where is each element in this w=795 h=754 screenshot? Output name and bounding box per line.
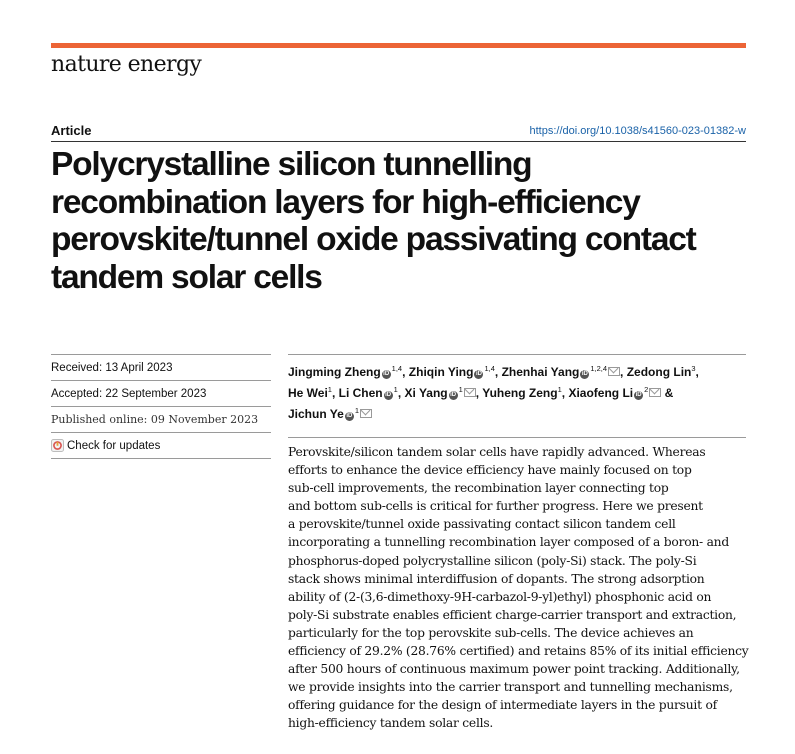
authors-divider [288, 354, 746, 355]
article-metadata [51, 354, 271, 459]
doi-link[interactable]: https://doi.org/10.1038/s41560-023-01382-w [529, 125, 746, 137]
abstract-line: efforts to enhance the device efficiency have mainly focused on top [288, 463, 692, 478]
author-name[interactable]: Yuheng Zeng [482, 386, 558, 400]
email-icon[interactable] [649, 388, 661, 397]
author-affiliation: 1,4 [391, 364, 403, 373]
title-line: Polycrystalline silicon tunnelling [51, 146, 532, 183]
abstract-line: Perovskite/silicon tandem solar cells have rapidly advanced. Whereas [288, 445, 706, 459]
author-name[interactable]: He Wei [288, 386, 328, 400]
orcid-icon[interactable]: iD [581, 371, 588, 377]
check-updates-label: Check for updates [67, 439, 161, 452]
author-affiliation: 3 [691, 364, 696, 373]
abstract-line: ability of (2-(3,6-dimethoxy-9H-carbazol-9-yl)ethyl) phosphonic acid on [288, 589, 712, 604]
header-divider [51, 141, 746, 142]
abstract-line: particularly for the top perovskite sub-cells. The device achieves an [288, 625, 694, 640]
article-title [51, 146, 756, 296]
abstract-line: poly-Si substrate enables efficient charge-carrier transport and extraction, [288, 607, 737, 622]
email-icon[interactable] [608, 367, 620, 376]
abstract-line: after 500 hours of continuous maximum power point tracking. Additionally, [288, 662, 740, 677]
author-affiliation: 1 [458, 385, 463, 394]
published-date: Published online: 09 November 2023 [51, 406, 271, 432]
abstract [288, 443, 750, 733]
author-affiliation: 1,4 [484, 364, 495, 373]
abstract-line: we provide insights into the carrier transport and tunnelling mechanisms, [288, 680, 733, 695]
author-name[interactable]: Jichun Ye [288, 407, 344, 421]
abstract-divider [288, 437, 746, 438]
abstract-line: a perovskite/tunnel oxide passivating contact silicon tandem cell [288, 517, 676, 532]
author-name[interactable]: Xi Yang [404, 386, 448, 400]
abstract-line: incorporating a tunnelling recombination layer composed of a boron- and [288, 535, 729, 550]
author-name[interactable]: Xiaofeng Li [568, 386, 634, 400]
journal-logo[interactable]: nature energy [51, 52, 202, 77]
check-updates-button[interactable] [51, 432, 271, 459]
author-name[interactable]: Zhiqin Ying [408, 365, 474, 379]
abstract-line: and bottom sub-cells is critical for further progress. Here we present [288, 499, 703, 514]
title-line: tandem solar cells [51, 258, 322, 296]
abstract-line: sub-cell improvements, the recombination layer connecting top [288, 481, 669, 496]
check-updates-icon [51, 439, 64, 452]
orcid-icon[interactable]: iD [346, 413, 353, 419]
email-icon[interactable] [360, 409, 372, 418]
abstract-line: efficiency of 29.2% (28.76% certified) and retains 85% of its initial efficiency [288, 644, 749, 659]
author-affiliation: 2 [644, 385, 649, 394]
accepted-date: Accepted: 22 September 2023 [51, 380, 271, 406]
abstract-line: offering guidance for the design of intermediate layers in the pursuit of [288, 698, 717, 713]
accent-bar [51, 43, 746, 48]
orcid-icon[interactable]: iD [450, 392, 457, 398]
author-name[interactable]: Jingming Zheng [288, 365, 381, 379]
abstract-line: stack shows minimal interdiffusion of dopants. The strong adsorption [288, 571, 705, 586]
orcid-icon[interactable]: iD [635, 392, 642, 398]
author-affiliation: 1 [354, 406, 359, 415]
author-affiliation: 1,2,4 [590, 364, 608, 373]
article-type: Article [51, 123, 92, 138]
abstract-line: phosphorus-doped polycrystalline silicon (poly-Si) stack. The poly-Si [288, 553, 697, 568]
orcid-icon[interactable]: iD [475, 371, 482, 377]
author-name[interactable]: Li Chen [338, 386, 383, 400]
orcid-icon[interactable]: iD [383, 371, 390, 377]
author-affiliation: 1 [557, 385, 562, 394]
received-date: Received: 13 April 2023 [51, 354, 271, 380]
email-icon[interactable] [464, 388, 476, 397]
orcid-icon[interactable]: iD [385, 392, 392, 398]
author-list: Jingming Zheng iD$^{1,4}$, Zhiqin Ying iD$^{1,4}$, Zhenhai Yang iD$^{1,2,4}$ , Zedong Lin$^3$, He Wei$^1$, Li Chen $iD^1$, Xi Yang $iD^1$ , Yuheng Zeng$^1$, Xiaofeng Li $iD^2$ & Jichun Ye $iD^1$ [288, 364, 699, 421]
abstract-line: high-efficiency tandem solar cells. [288, 716, 494, 731]
author-affiliation: 1 [327, 385, 332, 394]
title-line: perovskite/tunnel oxide passivating contact [51, 221, 696, 258]
title-line: recombination layers for high-efficiency [51, 183, 640, 221]
author-name[interactable]: Zhenhai Yang [501, 365, 580, 379]
author-affiliation: 1 [393, 385, 398, 394]
author-name[interactable]: Zedong Lin [626, 365, 692, 379]
